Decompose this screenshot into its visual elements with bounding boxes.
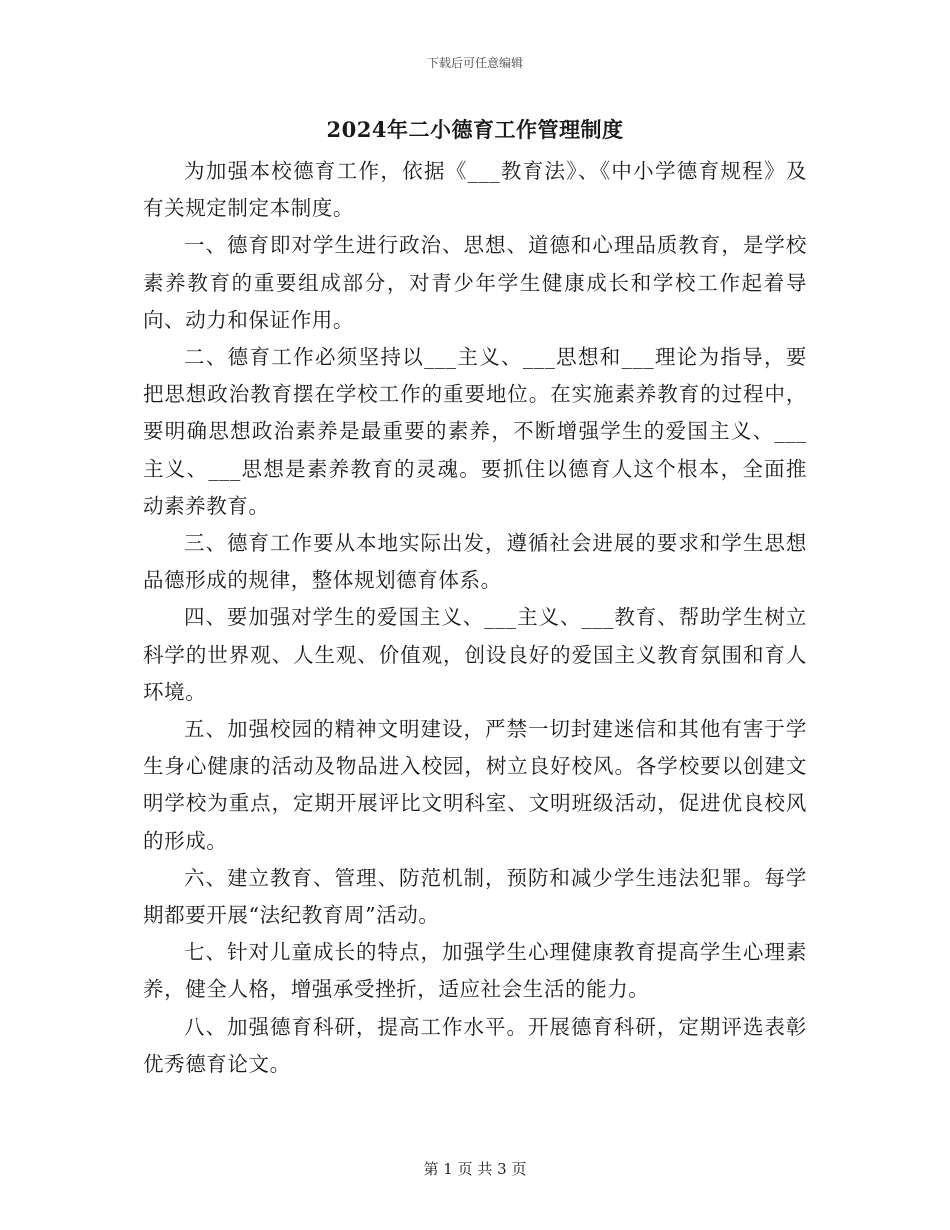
paragraph-1: 一、德育即对学生进行政治、思想、道德和心理品质教育，是学校素养教育的重要组成部分，对青少年学生健康成长和学校工作起着导向、动力和保证作用。 [143, 233, 807, 332]
page-header-note: 下载后可任意编辑 [426, 56, 523, 70]
paragraph-8: 八、加强德育科研，提高工作水平。开展德育科研，定期评选表彰优秀德育论文。 [143, 1014, 807, 1076]
paragraph-3: 三、德育工作要从本地实际出发，遵循社会进展的要求和学生思想品德形成的规律，整体规划德育体系。 [143, 531, 807, 593]
document-title: 2024年二小德育工作管理制度 [326, 117, 624, 142]
paragraph-6: 六、建立教育、管理、防范机制，预防和减少学生违法犯罪。每学期都要开展“法纪教育周”活动。 [143, 865, 807, 928]
paragraph-2: 二、德育工作必须坚持以___主义、___思想和___理论为指导，要把思想政治教育摆在学校工作的重要地位。在实施素养教育的过程中，要明确思想政治素养是最重要的素养，不断增强学生的爱国主义、___主义、___思想是素养教育的灵魂。要抓住以德育人这个根本，全面推动素养教育。 [143, 345, 807, 518]
paragraph-intro: 为加强本校德育工作，依据《___教育法》、《中小学德育规程》及有关规定制定本制度。 [143, 159, 807, 221]
paragraph-7: 七、针对儿童成长的特点，加强学生心理健康教育提高学生心理素养，健全人格，增强承受挫折，适应社会生活的能力。 [143, 940, 807, 1002]
paragraph-5: 五、加强校园的精神文明建设，严禁一切封建迷信和其他有害于学生身心健康的活动及物品进入校园，树立良好校风。各学校要以创建文明学校为重点，定期开展评比文明科室、文明班级活动，促进优良校风的形成。 [143, 717, 807, 853]
page-number: 第 1 页 共 3 页 [423, 1160, 527, 1178]
document-body [143, 153, 807, 1083]
paragraph-4: 四、要加强对学生的爱国主义、___主义、___教育、帮助学生树立科学的世界观、人生观、价值观，创设良好的爱国主义教育氛围和育人环境。 [143, 605, 807, 704]
